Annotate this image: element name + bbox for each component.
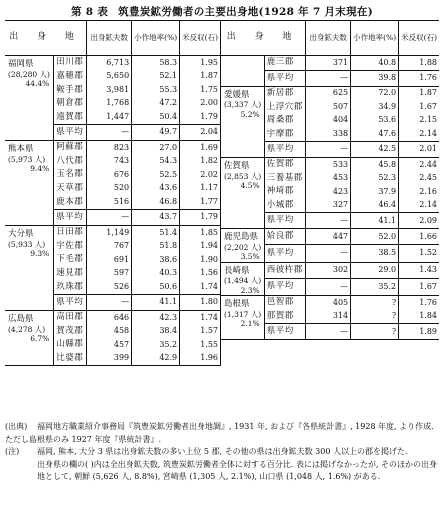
- prefecture-name: 大分県: [8, 228, 34, 239]
- rice-yield: 1.79: [180, 110, 221, 124]
- tenancy-rate: 54.3: [132, 155, 180, 169]
- rice-yield: 1.74: [180, 310, 221, 324]
- prefecture-worker-count: (3,337 人): [224, 100, 262, 110]
- worker-count: 1,149: [87, 225, 132, 239]
- district-name: 山縣郡: [54, 338, 87, 352]
- district-name: 宇摩郡: [264, 127, 305, 141]
- rice-yield: 1.52: [399, 245, 439, 262]
- note-paragraph: [5, 459, 439, 484]
- district-name: 神埼郡: [264, 185, 305, 199]
- district-name: 佐賀郡: [264, 157, 305, 171]
- prefecture-name: 熊本県: [8, 143, 34, 154]
- district-name: 三養基郡: [264, 172, 305, 186]
- worker-count: 507: [306, 100, 351, 114]
- rice-yield: 1.87: [399, 86, 439, 100]
- worker-count: 302: [306, 262, 351, 278]
- district-name: 那賀郡: [264, 310, 305, 324]
- tenancy-rate: 50.4: [132, 110, 180, 124]
- prefecture-share: 2.1%: [240, 319, 260, 329]
- district-name: 下毛郡: [54, 253, 87, 267]
- worker-count: 453: [306, 172, 351, 186]
- district-name: 姶良郡: [264, 229, 305, 245]
- prefecture-worker-count: (5,933 人): [8, 239, 46, 249]
- header-yield: 米反収(石): [399, 21, 439, 56]
- district-name: 県平均: [264, 70, 305, 86]
- tenancy-rate: 52.1: [132, 70, 180, 84]
- tenancy-rate: 40.3: [132, 267, 180, 281]
- worker-count: 646: [87, 310, 132, 324]
- tenancy-rate: 42.3: [132, 310, 180, 324]
- rice-yield: 1.85: [180, 225, 221, 239]
- district-name: 鹿三郡: [264, 56, 305, 71]
- worker-count: —: [306, 278, 351, 295]
- rice-yield: 1.67: [399, 278, 439, 295]
- prefecture-cell: [221, 86, 264, 157]
- note-paragraph: [5, 421, 439, 446]
- rice-yield: 1.94: [180, 240, 221, 254]
- header-origin: 出 身 地: [221, 21, 306, 56]
- prefecture-name: 広島県: [8, 313, 34, 324]
- district-name: 県平均: [264, 245, 305, 262]
- tenancy-rate: ?: [351, 310, 399, 324]
- rice-yield: 1.84: [399, 310, 439, 324]
- worker-count: 676: [87, 168, 132, 182]
- district-name: 県平均: [264, 278, 305, 295]
- rice-yield: 2.15: [399, 114, 439, 128]
- district-name: 県平均: [54, 209, 87, 225]
- worker-count: 1,768: [87, 97, 132, 111]
- worker-count: 520: [87, 182, 132, 196]
- tenancy-rate: 39.8: [351, 70, 399, 86]
- table-right-body: [221, 56, 439, 340]
- tenancy-rate: 43.6: [132, 182, 180, 196]
- worker-count: 597: [87, 267, 132, 281]
- district-name: 田川郡: [54, 56, 87, 70]
- worker-count: 404: [306, 114, 351, 128]
- rice-yield: 1.75: [180, 83, 221, 97]
- rice-yield: 1.95: [180, 56, 221, 70]
- district-name: 邑智郡: [264, 296, 305, 310]
- rice-yield: 1.69: [180, 140, 221, 154]
- note-text: 福岡, 熊本, 大分 3 県は出身鉱夫数の多い上位 5 郡, その他の県は出身鉱夫数 300 人以上の郡を掲げた.: [37, 447, 408, 456]
- district-name: 宇佐郡: [54, 240, 87, 254]
- prefecture-cell: [221, 262, 264, 295]
- worker-count: 625: [306, 86, 351, 100]
- note-paragraph: [5, 446, 439, 459]
- worker-count: 823: [87, 140, 132, 154]
- table-row: [221, 262, 439, 278]
- worker-count: —: [306, 141, 351, 157]
- prefecture-worker-count: (1,317 人): [224, 309, 262, 319]
- district-name: 県平均: [54, 124, 87, 140]
- tenancy-rate: 58.3: [132, 56, 180, 70]
- table-row: [5, 225, 221, 239]
- worker-count: 457: [87, 338, 132, 352]
- tenancy-rate: 41.1: [132, 294, 180, 310]
- rice-yield: 1.80: [180, 294, 221, 310]
- rice-yield: 2.00: [180, 97, 221, 111]
- header-row: [221, 21, 439, 56]
- header-row: [5, 21, 221, 56]
- rice-yield: 1.89: [399, 324, 439, 340]
- note-text: 出身県の欄の( )内は全出身鉱夫数, 筑豊炭鉱労働者全体に対する百分比. 表には掲げなかったが, そのほかの出身地として, 朝鮮 (5,626 人, 8.8%), 宮崎県 (1,305 人, 2.1%), 山口県 (1,048 人, 1.6%) がある.: [37, 459, 438, 481]
- table-row: [221, 56, 439, 71]
- rice-yield: 1.57: [180, 325, 221, 339]
- tenancy-rate: 42.5: [351, 141, 399, 157]
- tenancy-rate: 55.3: [132, 83, 180, 97]
- district-name: 天草郡: [54, 182, 87, 196]
- prefecture-worker-count: (2,853 人): [224, 171, 262, 181]
- worker-count: 526: [87, 280, 132, 294]
- district-name: 鹿本郡: [54, 195, 87, 209]
- worker-count: 399: [87, 352, 132, 366]
- worker-count: 458: [87, 325, 132, 339]
- note-label: (注): [5, 447, 20, 456]
- rice-yield: 1.79: [180, 209, 221, 225]
- worker-count: 314: [306, 310, 351, 324]
- table-row: [221, 296, 439, 310]
- table-row: [221, 157, 439, 171]
- note-label: (出典): [5, 422, 28, 431]
- tenancy-rate: 45.8: [351, 157, 399, 171]
- prefecture-share: 44.4%: [25, 79, 50, 88]
- prefecture-name: 佐賀県: [224, 160, 250, 171]
- prefecture-cell: [221, 229, 264, 262]
- worker-count: 691: [87, 253, 132, 267]
- district-name: 玉名郡: [54, 168, 87, 182]
- tenancy-rate: 37.9: [351, 185, 399, 199]
- tenancy-rate: 38.5: [351, 245, 399, 262]
- rice-yield: 2.14: [399, 127, 439, 141]
- rice-yield: 1.82: [180, 155, 221, 169]
- worker-count: 338: [306, 127, 351, 141]
- rice-yield: 1.17: [180, 182, 221, 196]
- district-name: 嘉穂郡: [54, 70, 87, 84]
- worker-count: 447: [306, 229, 351, 245]
- worker-count: 743: [87, 155, 132, 169]
- rice-yield: 1.67: [399, 100, 439, 114]
- district-name: 新居郡: [264, 86, 305, 100]
- rice-yield: 1.76: [399, 296, 439, 310]
- rice-yield: 2.45: [399, 172, 439, 186]
- table-title: [0, 4, 444, 19]
- prefecture-share: 6.7%: [30, 333, 50, 343]
- prefecture-share: 9.4%: [30, 163, 50, 173]
- prefecture-name: 長崎県: [224, 265, 250, 276]
- prefecture-cell: [221, 56, 264, 87]
- prefecture-name: 鹿児島県: [224, 232, 259, 243]
- prefecture-worker-count: (2,202 人): [224, 242, 262, 252]
- worker-count: 3,981: [87, 83, 132, 97]
- worker-count: 423: [306, 185, 351, 199]
- rice-yield: 1.56: [180, 267, 221, 281]
- worker-count: —: [87, 294, 132, 310]
- worker-count: 533: [306, 157, 351, 171]
- tenancy-rate: 46.8: [132, 195, 180, 209]
- district-name: 阿蘇郡: [54, 140, 87, 154]
- table-title-text: 筑豊炭鉱労働者の主要出身地(1928 年 7 月末現在): [118, 6, 373, 18]
- rice-yield: 1.88: [399, 56, 439, 71]
- worker-count: —: [87, 209, 132, 225]
- table-row: [221, 229, 439, 245]
- prefecture-share: 9.3%: [30, 248, 50, 258]
- tenancy-rate: 29.0: [351, 262, 399, 278]
- rice-yield: 2.14: [399, 199, 439, 213]
- district-name: 玖珠郡: [54, 280, 87, 294]
- header-origin: 出 身 地: [5, 21, 87, 56]
- district-name: 朝倉郡: [54, 97, 87, 111]
- rice-yield: 2.01: [399, 141, 439, 157]
- notes: [5, 421, 439, 484]
- rice-yield: 2.02: [180, 168, 221, 182]
- district-name: 賀茂郡: [54, 325, 87, 339]
- district-name: 比婆郡: [54, 352, 87, 366]
- tenancy-rate: 72.0: [351, 86, 399, 100]
- tenancy-rate: 51.8: [132, 240, 180, 254]
- table-left: [5, 20, 221, 366]
- worker-count: 767: [87, 240, 132, 254]
- prefecture-cell: [221, 157, 264, 228]
- district-name: 速見郡: [54, 267, 87, 281]
- worker-count: —: [306, 245, 351, 262]
- tenancy-rate: 52.5: [132, 168, 180, 182]
- worker-count: 371: [306, 56, 351, 71]
- prefecture-name: 島根県: [224, 299, 250, 310]
- rice-yield: 2.04: [180, 124, 221, 140]
- worker-count: —: [306, 324, 351, 340]
- prefecture-share: 2.3%: [240, 285, 260, 295]
- district-name: 遠賀郡: [54, 110, 87, 124]
- tenancy-rate: ?: [351, 324, 399, 340]
- district-name: 県平均: [264, 141, 305, 157]
- tenancy-rate: 52.3: [351, 172, 399, 186]
- tenancy-rate: 52.0: [351, 229, 399, 245]
- header-workers: 出身鉱夫数: [87, 21, 132, 56]
- prefecture-worker-count: (28,280 人): [8, 69, 50, 79]
- table-row: [5, 140, 221, 154]
- rice-yield: 1.66: [399, 229, 439, 245]
- tenancy-rate: 34.9: [351, 100, 399, 114]
- tenancy-rate: 35.2: [351, 278, 399, 295]
- rice-yield: 2.44: [399, 157, 439, 171]
- prefecture-cell: [5, 310, 54, 365]
- prefecture-worker-count: (5,973 人): [8, 154, 46, 164]
- worker-count: —: [306, 213, 351, 229]
- tenancy-rate: 40.8: [351, 56, 399, 71]
- prefecture-cell: [5, 56, 54, 141]
- prefecture-cell: [221, 296, 264, 340]
- tenancy-rate: 38.4: [132, 325, 180, 339]
- header-workers: 出身鉱夫数: [306, 21, 351, 56]
- worker-count: —: [87, 124, 132, 140]
- rice-yield: 1.43: [399, 262, 439, 278]
- table-row: [5, 310, 221, 324]
- prefecture-cell: [5, 225, 54, 310]
- district-name: 八代郡: [54, 155, 87, 169]
- district-name: 小城郡: [264, 199, 305, 213]
- prefecture-name: 福岡県: [8, 59, 34, 69]
- district-name: 県平均: [54, 294, 87, 310]
- prefecture-worker-count: (1,494 人): [224, 276, 262, 286]
- district-name: 西彼杵郡: [264, 262, 305, 278]
- note-text: 福岡地方職業紹介事務局『筑豊炭鉱労働者出身地調』, 1931 年, および『各県統計書』, 1928 年度, より作成. ただし島根県のみ 1927 年度『県統計書』.: [5, 422, 434, 444]
- table-right: [221, 20, 439, 340]
- district-name: 周桑郡: [264, 114, 305, 128]
- tenancy-rate: 42.9: [132, 352, 180, 366]
- district-name: 高田郡: [54, 310, 87, 324]
- prefecture-share: 4.5%: [240, 180, 260, 190]
- prefecture-name: 愛媛県: [224, 89, 250, 100]
- tenancy-rate: 49.7: [132, 124, 180, 140]
- tenancy-rate: 51.4: [132, 225, 180, 239]
- district-name: 上浮穴郡: [264, 100, 305, 114]
- tenancy-rate: 27.0: [132, 140, 180, 154]
- prefecture-share: 3.5%: [240, 252, 260, 262]
- tenancy-rate: ?: [351, 296, 399, 310]
- table-row: [5, 56, 221, 70]
- header-yield: 米反収(石): [180, 21, 221, 56]
- tenancy-rate: 38.6: [132, 253, 180, 267]
- worker-count: 5,650: [87, 70, 132, 84]
- tenancy-rate: 41.1: [351, 213, 399, 229]
- worker-count: 1,447: [87, 110, 132, 124]
- tenancy-rate: 53.6: [351, 114, 399, 128]
- rice-yield: 1.96: [180, 352, 221, 366]
- worker-count: 516: [87, 195, 132, 209]
- prefecture-share: 5.2%: [240, 109, 260, 119]
- district-name: 県平均: [264, 213, 305, 229]
- worker-count: 6,713: [87, 56, 132, 70]
- tenancy-rate: 46.4: [351, 199, 399, 213]
- tenancy-rate: 35.2: [132, 338, 180, 352]
- worker-count: 327: [306, 199, 351, 213]
- tenancy-rate: 47.2: [132, 97, 180, 111]
- worker-count: 405: [306, 296, 351, 310]
- table-number: 第 8 表: [71, 6, 109, 18]
- table-row: [221, 86, 439, 100]
- header-share: 小作地率(%): [132, 21, 180, 56]
- district-name: 鞍手郡: [54, 83, 87, 97]
- district-name: 県平均: [264, 324, 305, 340]
- rice-yield: 1.76: [399, 70, 439, 86]
- tenancy-rate: 50.6: [132, 280, 180, 294]
- table-left-body: [5, 56, 221, 366]
- header-share: 小作地率(%): [351, 21, 399, 56]
- tenancy-rate: 43.7: [132, 209, 180, 225]
- rice-yield: 2.09: [399, 213, 439, 229]
- rice-yield: 2.16: [399, 185, 439, 199]
- prefecture-cell: [5, 140, 54, 225]
- rice-yield: 1.55: [180, 338, 221, 352]
- tenancy-rate: 47.6: [351, 127, 399, 141]
- district-name: 日田郡: [54, 225, 87, 239]
- rice-yield: 1.74: [180, 280, 221, 294]
- rice-yield: 1.87: [180, 70, 221, 84]
- rice-yield: 1.77: [180, 195, 221, 209]
- worker-count: —: [306, 70, 351, 86]
- prefecture-worker-count: (4,278 人): [8, 324, 46, 334]
- rice-yield: 1.90: [180, 253, 221, 267]
